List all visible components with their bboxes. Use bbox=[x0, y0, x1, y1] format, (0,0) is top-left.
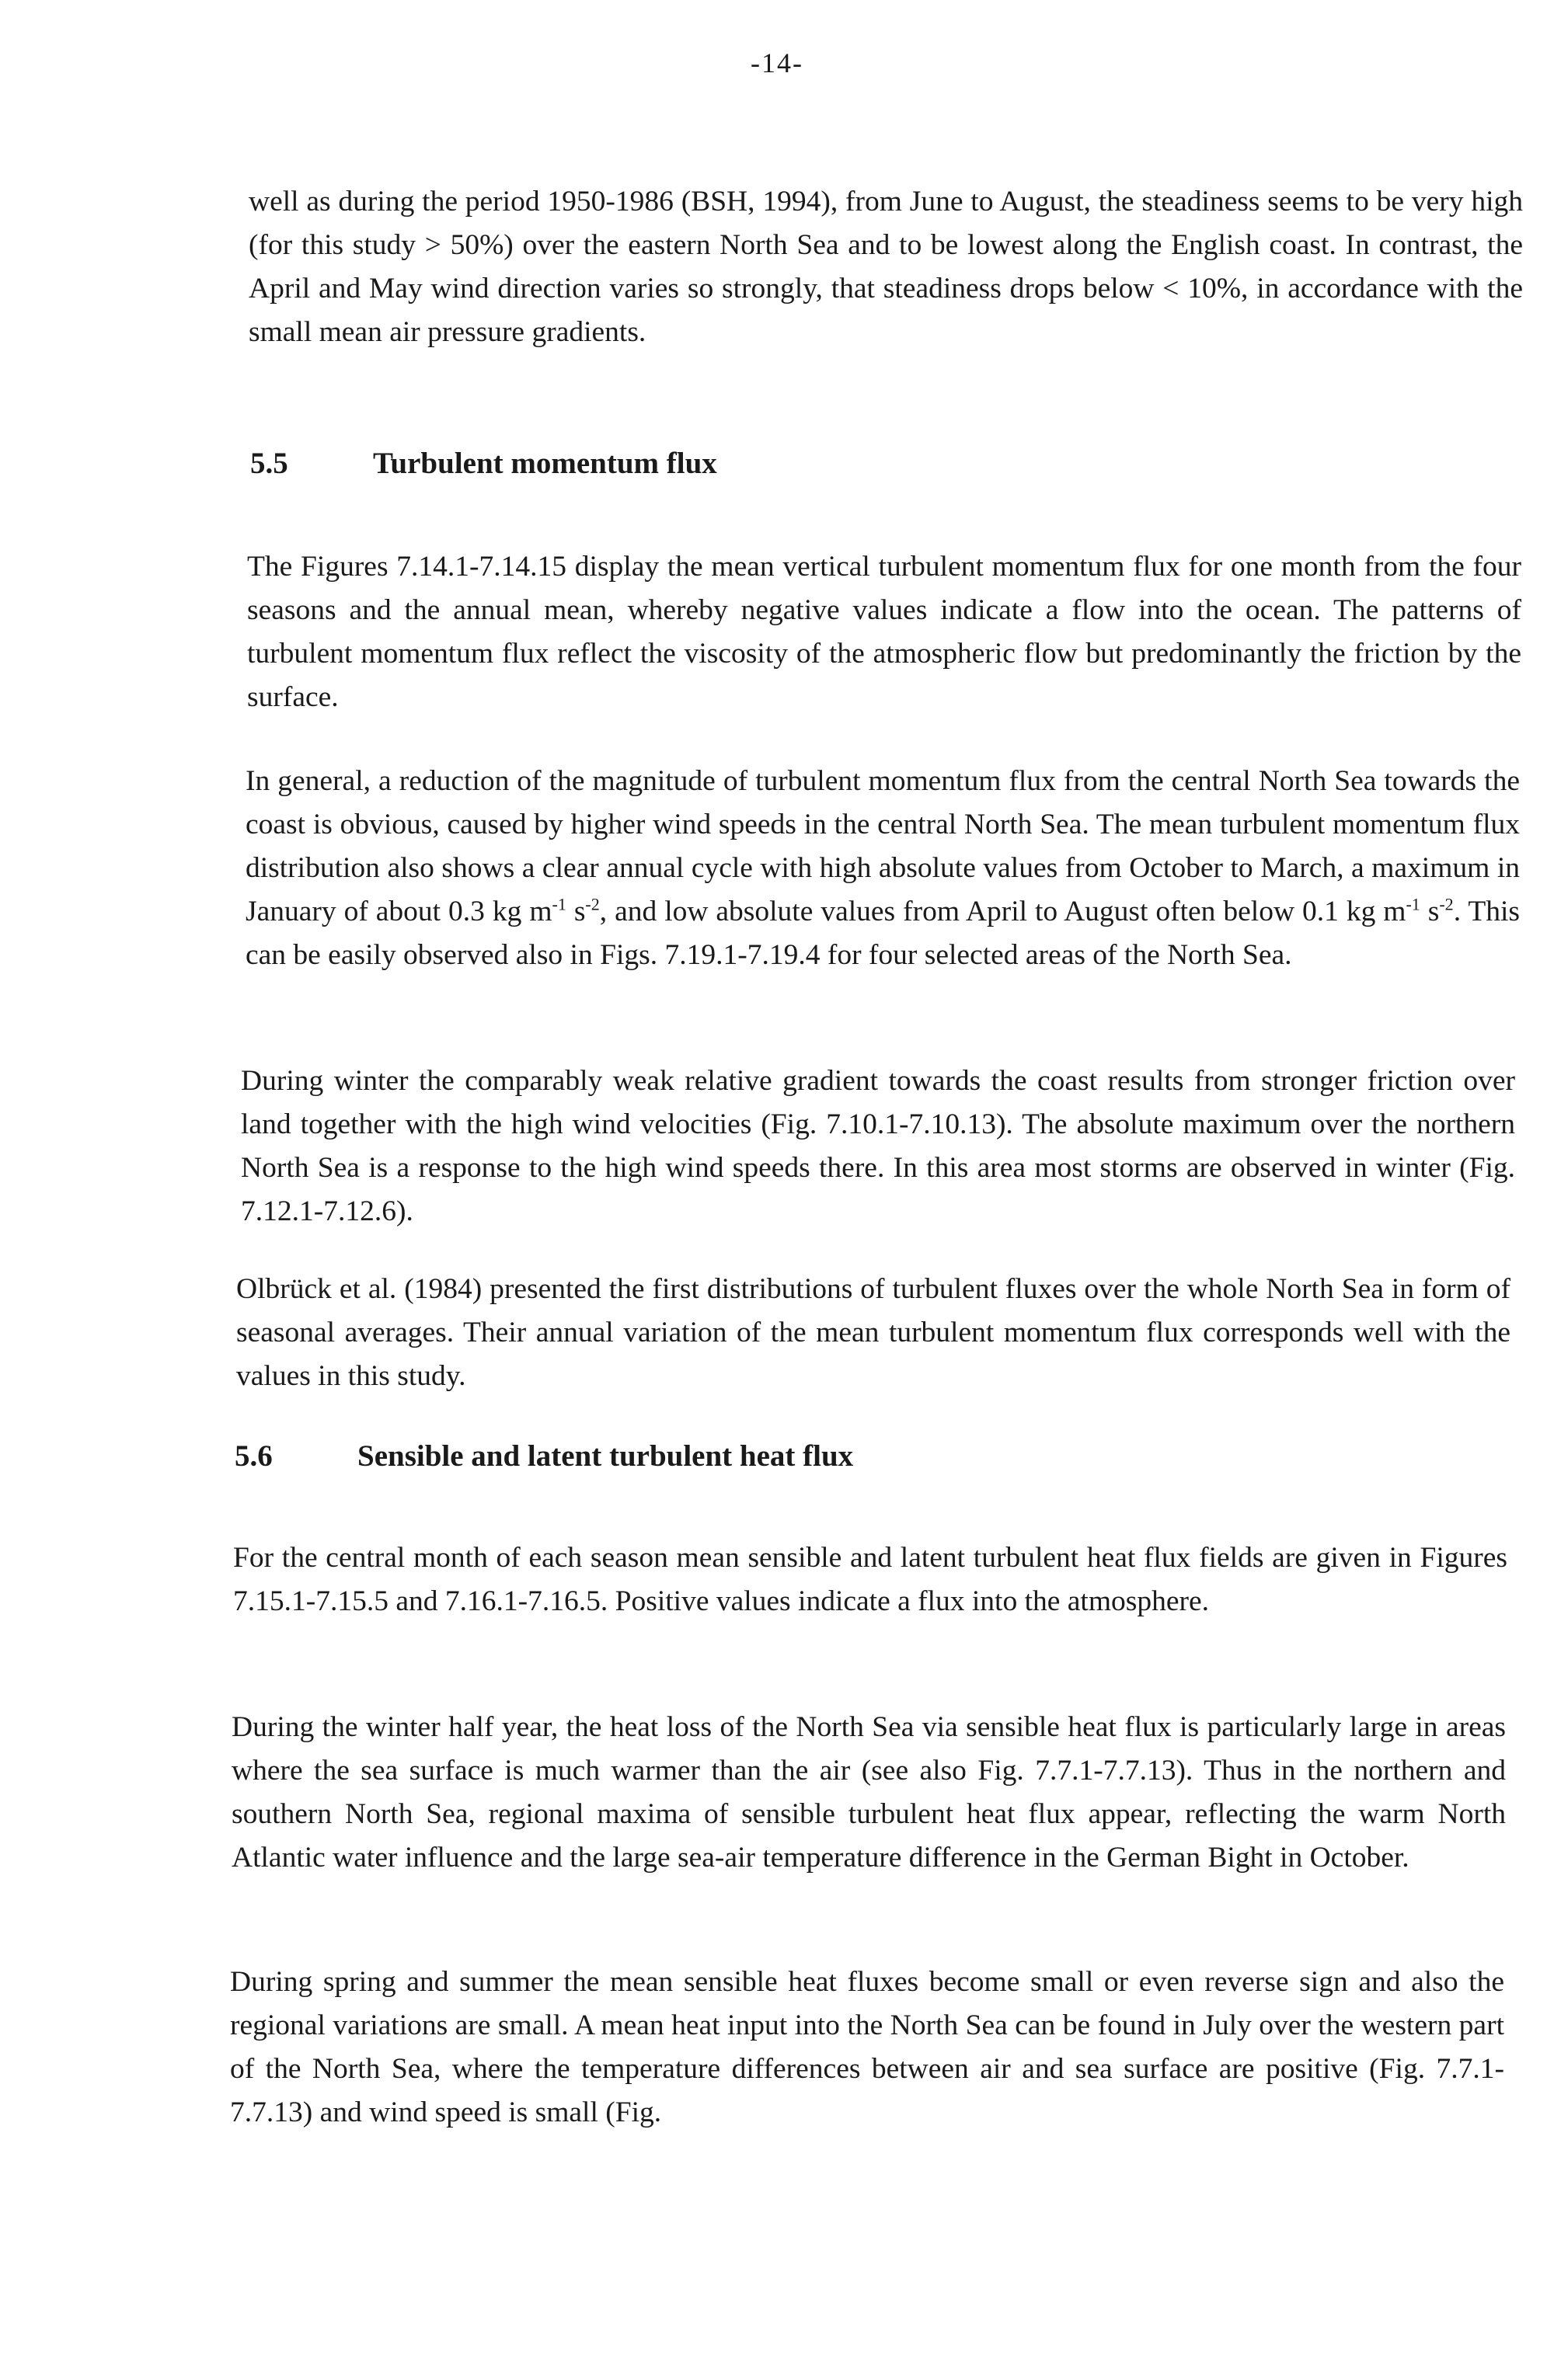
section-heading-5-5 bbox=[250, 446, 717, 481]
section-title: Turbulent momentum flux bbox=[373, 447, 717, 480]
paragraph-steadiness: well as during the period 1950-1986 (BSH, 1994), from June to August, the steadiness seems to be very high (for this study > 50%) over the eastern North Sea and to be lowest along the English coast. In contrast, the April and May wind direction varies so strongly, that steadiness drops below < 10%, in accordance with the small mean air pressure gradients. bbox=[249, 186, 1523, 348]
text-run: , and low absolute values from April to August often below 0.1 kg m bbox=[599, 896, 1406, 927]
paragraph-spring-summer: During spring and summer the mean sensible heat fluxes become small or even reverse sign and also the regional variations are small. A mean heat input into the North Sea can be found in July over the western part of the North Sea, where the temperature differences between air and sea surface are positive (Fig. 7.7.1-7.7.13) and wind speed is small (Fig. bbox=[230, 1966, 1504, 2128]
paragraph-momentum-general bbox=[246, 760, 1520, 977]
superscript: -2 bbox=[1439, 894, 1454, 914]
paragraph-olbruck: Olbrück et al. (1984) presented the first distributions of turbulent fluxes over the whole North Sea in form of seasonal averages. Their annual variation of the mean turbulent momentum flux corresponds well with the values in this study. bbox=[236, 1273, 1510, 1392]
page-number: -14- bbox=[751, 47, 803, 78]
text-run: s bbox=[1420, 896, 1440, 927]
section-number: 5.6 bbox=[235, 1439, 273, 1473]
text-run: s bbox=[566, 896, 586, 927]
superscript: -2 bbox=[585, 894, 600, 914]
section-number: 5.5 bbox=[250, 447, 288, 480]
paragraph-momentum-figures: The Figures 7.14.1-7.14.15 display the mean vertical turbulent momentum flux for one month from the four seasons and the annual mean, whereby negative values indicate a flow into the ocean. The patterns of turbulent momentum flux reflect the viscosity of the atmospheric flow but predominantly the friction by the surface. bbox=[247, 551, 1521, 713]
paragraph-heat-flux-figures: For the central month of each season mean sensible and latent turbulent heat flux fields are given in Figures 7.15.1-7.15.5 and 7.16.1-7.16.5. Positive values indicate a flux into the atmosphere. bbox=[233, 1542, 1507, 1617]
superscript: -1 bbox=[552, 894, 566, 914]
paragraph-winter-heat-loss: During the winter half year, the heat loss of the North Sea via sensible heat flux is particularly large in areas where the sea surface is much warmer than the air (see also Fig. 7.7.1-7.7.13). Thus in the northern and southern North Sea, regional maxima of sensible turbulent heat flux appear, reflecting the warm North Atlantic water influence and the large sea-air temperature difference in the German Bight in October. bbox=[232, 1711, 1506, 1874]
superscript: -1 bbox=[1406, 894, 1420, 914]
section-title: Sensible and latent turbulent heat flux bbox=[357, 1439, 854, 1473]
section-heading-5-6 bbox=[235, 1439, 853, 1474]
text-run: . This can be easily observed also in Figs. 7.19.1-7.19.4 for four selected areas of the North Sea. bbox=[246, 896, 1521, 971]
text-run: In general, a reduction of the magnitude of turbulent momentum flux from the central North Sea towards the coast is obvious, caused by higher wind speeds in the central North Sea. The mean turbulent momentum flux distribution also shows a clear annual cycle with high absolute values from October to March, a maximum in January of about 0.3 kg m bbox=[246, 765, 1520, 927]
paragraph-winter-gradient: During winter the comparably weak relative gradient towards the coast results from stronger friction over land together with the high wind velocities (Fig. 7.10.1-7.10.13). The absolute maximum over the northern North Sea is a response to the high wind speeds there. In this area most storms are observed in winter (Fig. 7.12.1-7.12.6). bbox=[241, 1065, 1515, 1227]
